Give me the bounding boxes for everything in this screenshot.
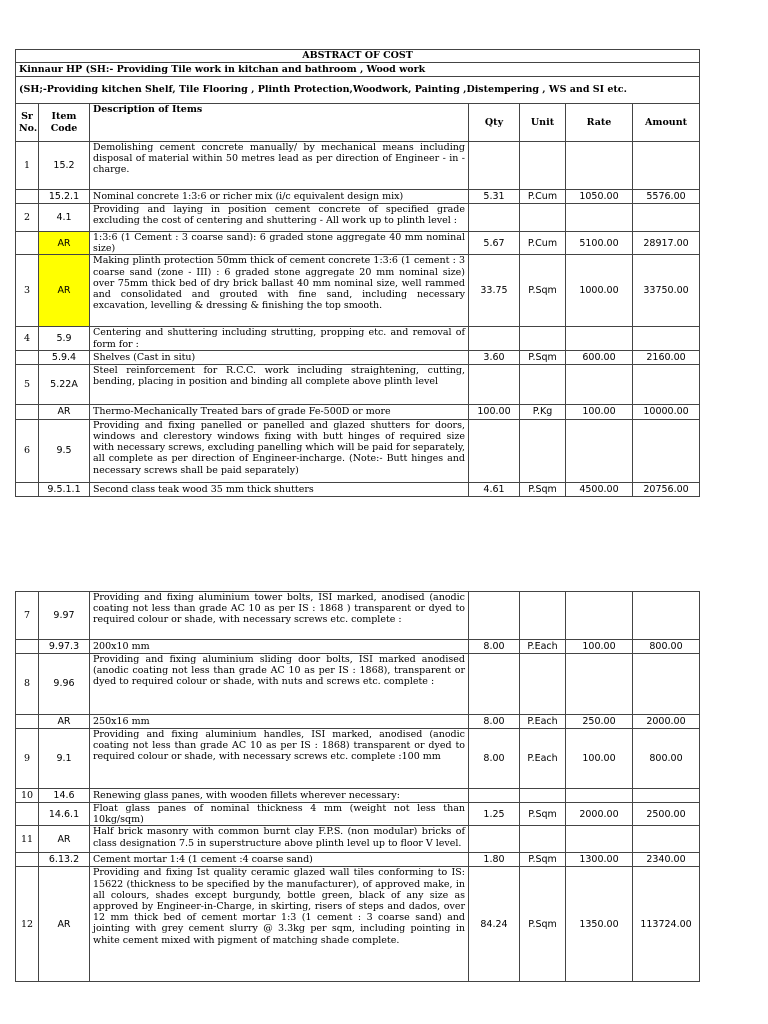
code-cell: 9.97.3: [39, 640, 90, 654]
sr-cell: [16, 190, 39, 204]
code-cell: AR: [39, 715, 90, 729]
desc-cell: Centering and shuttering including strutting, propping etc. and removal of form for :: [90, 327, 469, 350]
unit-cell: [520, 654, 566, 715]
qty-cell: 1.25: [469, 803, 520, 826]
desc-cell: Steel reinforcement for R.C.C. work including straightening, cutting, bending, placing in position and binding all complete above plinth level: [90, 364, 469, 404]
qty-cell: 8.00: [469, 640, 520, 654]
qty-cell: [469, 142, 520, 190]
table-row: [16, 364, 700, 404]
desc-cell: 1:3:6 (1 Cement : 3 coarse sand): 6 graded stone aggregate 40 mm nominal size): [90, 232, 469, 255]
sr-cell: 9: [16, 729, 39, 789]
table-row: [16, 204, 700, 232]
table-row: [16, 350, 700, 364]
amount-cell: 2500.00: [633, 803, 700, 826]
qty-cell: [469, 826, 520, 853]
qty-cell: [469, 327, 520, 350]
sr-cell: 4: [16, 327, 39, 350]
qty-cell: 8.00: [469, 715, 520, 729]
qty-cell: 33.75: [469, 255, 520, 327]
sr-cell: 3: [16, 255, 39, 327]
amount-cell: 28917.00: [633, 232, 700, 255]
table-row: [16, 654, 700, 715]
amount-cell: 33750.00: [633, 255, 700, 327]
table-row: [16, 404, 700, 419]
col-header-amount: Amount: [633, 104, 700, 142]
unit-cell: [520, 789, 566, 803]
rate-cell: [566, 826, 633, 853]
qty-cell: [469, 204, 520, 232]
qty-cell: 5.31: [469, 190, 520, 204]
rate-cell: [566, 364, 633, 404]
code-cell: 9.5: [39, 419, 90, 482]
amount-cell: 2000.00: [633, 715, 700, 729]
code-cell: 4.1: [39, 204, 90, 232]
qty-cell: 100.00: [469, 404, 520, 419]
desc-cell: Renewing glass panes, with wooden fillets wherever necessary:: [90, 789, 469, 803]
desc-cell: 250x16 mm: [90, 715, 469, 729]
code-cell: 5.9.4: [39, 350, 90, 364]
sr-cell: 6: [16, 419, 39, 482]
desc-cell: Thermo-Mechanically Treated bars of grade Fe-500D or more: [90, 404, 469, 419]
amount-cell: 2340.00: [633, 853, 700, 867]
table-title: ABSTRACT OF COST: [16, 50, 700, 63]
sr-cell: 11: [16, 826, 39, 853]
sr-cell: [16, 482, 39, 496]
sr-cell: 1: [16, 142, 39, 190]
qty-cell: [469, 789, 520, 803]
unit-cell: P.Sqm: [520, 482, 566, 496]
code-cell: 14.6.1: [39, 803, 90, 826]
desc-cell: Providing and laying in position cement concrete of specified grade excluding the cost of centering and shuttering - All work up to plinth level :: [90, 204, 469, 232]
unit-cell: [520, 204, 566, 232]
unit-cell: P.Sqm: [520, 255, 566, 327]
table-row: [16, 419, 700, 482]
sr-cell: 2: [16, 204, 39, 232]
rate-cell: [566, 654, 633, 715]
code-cell: 9.97: [39, 592, 90, 640]
unit-cell: P.Cum: [520, 232, 566, 255]
desc-cell: Second class teak wood 35 mm thick shutters: [90, 482, 469, 496]
code-cell: AR: [39, 404, 90, 419]
rate-cell: [566, 142, 633, 190]
desc-cell: Making plinth protection 50mm thick of cement concrete 1:3:6 (1 cement : 3 coarse sand (zone - III) : 6 graded stone aggregate 20 mm nominal size) over 75mm thick bed of dry brick ballast 40 mm nominal size, well rammed and consolidated and grouted with fine sand, including necessary excavation, levelling & dressing & finishing the top smooth.: [90, 255, 469, 327]
desc-cell: Demolishing cement concrete manually/ by mechanical means including disposal of material within 50 metres lead as per direction of Engineer - in - charge.: [90, 142, 469, 190]
sr-cell: [16, 404, 39, 419]
amount-cell: 800.00: [633, 640, 700, 654]
qty-cell: [469, 654, 520, 715]
work-name-line: Kinnaur HP (SH:- Providing Tile work in kitchan and bathroom , Wood work: [16, 63, 700, 77]
table-row: [16, 482, 700, 496]
sr-cell: 10: [16, 789, 39, 803]
qty-cell: 1.80: [469, 853, 520, 867]
qty-cell: 4.61: [469, 482, 520, 496]
rate-cell: [566, 789, 633, 803]
sr-cell: [16, 640, 39, 654]
sr-cell: [16, 232, 39, 255]
qty-cell: [469, 419, 520, 482]
table-row: [16, 327, 700, 350]
table-row: [16, 826, 700, 853]
rate-cell: 100.00: [566, 640, 633, 654]
table-row: [16, 142, 700, 190]
table-row: [16, 867, 700, 982]
desc-cell: 200x10 mm: [90, 640, 469, 654]
rate-cell: 1300.00: [566, 853, 633, 867]
sr-cell: [16, 715, 39, 729]
code-cell: AR: [39, 867, 90, 982]
amount-cell: 10000.00: [633, 404, 700, 419]
code-cell: 5.9: [39, 327, 90, 350]
rate-cell: [566, 204, 633, 232]
qty-cell: 8.00: [469, 729, 520, 789]
table-row: [16, 853, 700, 867]
table-row: [16, 803, 700, 826]
code-cell: 15.2.1: [39, 190, 90, 204]
abstract-table-page2: [15, 591, 700, 982]
unit-cell: P.Kg: [520, 404, 566, 419]
rate-cell: 4500.00: [566, 482, 633, 496]
col-header-qty: Qty: [469, 104, 520, 142]
rate-cell: 5100.00: [566, 232, 633, 255]
desc-cell: Providing and fixing panelled or panelled and glazed shutters for doors, windows and clerestory windows fixing with butt hinges of required size with necessary screws, excluding panelling which will be paid for separately, all complete as per direction of Engineer-incharge. (Note:- Butt hinges and necessary screws shall be paid separately): [90, 419, 469, 482]
sr-cell: 5: [16, 364, 39, 404]
rate-cell: 250.00: [566, 715, 633, 729]
rate-cell: 100.00: [566, 404, 633, 419]
col-header-code: Item Code: [39, 104, 90, 142]
amount-cell: [633, 419, 700, 482]
unit-cell: [520, 364, 566, 404]
table-row: [16, 729, 700, 789]
rate-cell: [566, 419, 633, 482]
sub-head-line: (SH;-Providing kitchen Shelf, Tile Flooring , Plinth Protection,Woodwork, Painting ,Distempering , WS and SI etc.: [16, 77, 700, 104]
table-row: [16, 715, 700, 729]
amount-cell: [633, 654, 700, 715]
rate-cell: 2000.00: [566, 803, 633, 826]
table-row: [16, 789, 700, 803]
amount-cell: [633, 592, 700, 640]
amount-cell: 2160.00: [633, 350, 700, 364]
unit-cell: P.Sqm: [520, 867, 566, 982]
unit-cell: [520, 826, 566, 853]
qty-cell: 84.24: [469, 867, 520, 982]
desc-cell: Providing and fixing Ist quality ceramic glazed wall tiles conforming to IS: 15622 (thickness to be specified by the manufacturer), of approved make, in all colours, shades except burgundy, bottle green, black of any size as approved by Engineer-in-Charge, in skirting, risers of steps and dados, over 12 mm thick bed of cement mortar 1:3 (1 cement : 3 coarse sand) and jointing with grey cement slurry @ 3.3kg per sqm, including pointing in white cement mixed with pigment of matching shade complete.: [90, 867, 469, 982]
unit-cell: [520, 327, 566, 350]
sr-cell: [16, 853, 39, 867]
desc-cell: Providing and fixing aluminium sliding door bolts, ISI marked anodised (anodic coating not less than grade AC 10 as per IS : 1868), transparent or dyed to required colour or shade, with nuts and screws etc. complete :: [90, 654, 469, 715]
code-cell-highlighted: AR: [39, 232, 90, 255]
table-row: [16, 592, 700, 640]
desc-cell: Half brick masonry with common burnt clay F.P.S. (non modular) bricks of class designation 7.5 in superstructure above plinth level up to floor V level.: [90, 826, 469, 853]
rate-cell: [566, 327, 633, 350]
unit-cell: P.Sqm: [520, 803, 566, 826]
unit-cell: P.Each: [520, 729, 566, 789]
code-cell: 6.13.2: [39, 853, 90, 867]
unit-cell: P.Each: [520, 715, 566, 729]
desc-cell: Providing and fixing aluminium tower bolts, ISI marked, anodised (anodic coating not less than grade AC 10 as per IS : 1868 ) transparent or dyed to required colour or shade, with necessary screws etc. complete :: [90, 592, 469, 640]
unit-cell: P.Cum: [520, 190, 566, 204]
abstract-table-page1: [15, 49, 700, 497]
amount-cell: [633, 327, 700, 350]
qty-cell: [469, 364, 520, 404]
qty-cell: [469, 592, 520, 640]
code-cell: 15.2: [39, 142, 90, 190]
col-header-desc: Description of Items: [90, 104, 469, 142]
table-row: [16, 640, 700, 654]
sr-cell: 7: [16, 592, 39, 640]
rate-cell: 1050.00: [566, 190, 633, 204]
unit-cell: P.Each: [520, 640, 566, 654]
amount-cell: 800.00: [633, 729, 700, 789]
amount-cell: 5576.00: [633, 190, 700, 204]
rate-cell: [566, 592, 633, 640]
col-header-rate: Rate: [566, 104, 633, 142]
unit-cell: P.Sqm: [520, 853, 566, 867]
code-cell: 9.5.1.1: [39, 482, 90, 496]
unit-cell: [520, 142, 566, 190]
qty-cell: 5.67: [469, 232, 520, 255]
amount-cell: 20756.00: [633, 482, 700, 496]
qty-cell: 3.60: [469, 350, 520, 364]
table-row: [16, 232, 700, 255]
amount-cell: [633, 142, 700, 190]
code-cell-highlighted: AR: [39, 255, 90, 327]
table-row: [16, 255, 700, 327]
desc-cell: Providing and fixing aluminium handles, ISI marked, anodised (anodic coating not less than grade AC 10 as per IS : 1868) transparent or dyed to required colour or shade, with necessary screws etc. complete :100 mm: [90, 729, 469, 789]
desc-cell: Shelves (Cast in situ): [90, 350, 469, 364]
amount-cell: [633, 204, 700, 232]
amount-cell: [633, 789, 700, 803]
amount-cell: [633, 826, 700, 853]
rate-cell: 600.00: [566, 350, 633, 364]
code-cell: 9.96: [39, 654, 90, 715]
rate-cell: 1350.00: [566, 867, 633, 982]
code-cell: 14.6: [39, 789, 90, 803]
desc-cell: Float glass panes of nominal thickness 4 mm (weight not less than 10kg/sqm): [90, 803, 469, 826]
sr-cell: [16, 350, 39, 364]
col-header-sr: Sr No.: [16, 104, 39, 142]
table-row: [16, 190, 700, 204]
sr-cell: 8: [16, 654, 39, 715]
unit-cell: P.Sqm: [520, 350, 566, 364]
sr-cell: [16, 803, 39, 826]
amount-cell: 113724.00: [633, 867, 700, 982]
rate-cell: 1000.00: [566, 255, 633, 327]
unit-cell: [520, 419, 566, 482]
desc-cell: Nominal concrete 1:3:6 or richer mix (i/c equivalent design mix): [90, 190, 469, 204]
sr-cell: 12: [16, 867, 39, 982]
amount-cell: [633, 364, 700, 404]
desc-cell: Cement mortar 1:4 (1 cement :4 coarse sand): [90, 853, 469, 867]
code-cell: AR: [39, 826, 90, 853]
rate-cell: 100.00: [566, 729, 633, 789]
code-cell: 9.1: [39, 729, 90, 789]
code-cell: 5.22A: [39, 364, 90, 404]
unit-cell: [520, 592, 566, 640]
col-header-unit: Unit: [520, 104, 566, 142]
